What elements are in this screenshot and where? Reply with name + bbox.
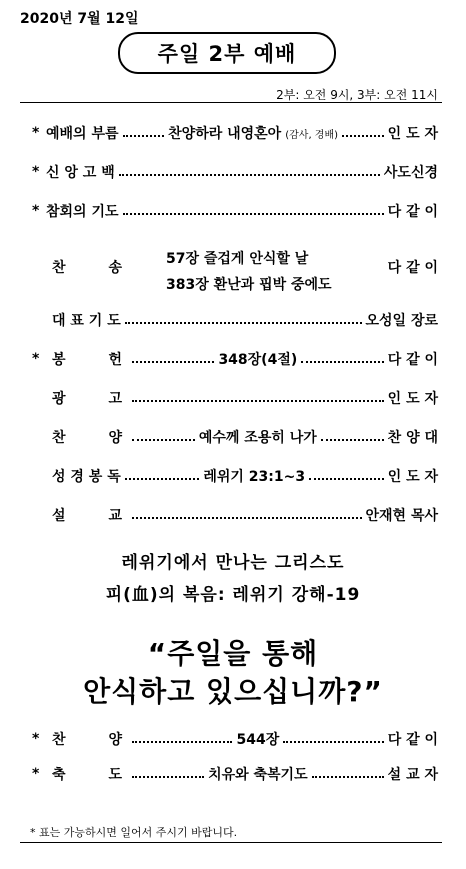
order-content-note: (감사, 경배) — [285, 129, 339, 141]
order-leader: 다 같 이 — [387, 352, 439, 368]
order-label-b: 고 — [108, 391, 122, 407]
order-content: 예수께 조용히 나가 — [198, 430, 317, 446]
order-label-b: 송 — [108, 260, 122, 276]
order-content: 치유와 축복기도 — [208, 767, 308, 783]
standing-footnote: * 표는 가능하시면 일어서 주시기 바랍니다. — [30, 826, 238, 839]
order-label-a: 봉 — [52, 352, 66, 368]
leader-dots — [132, 400, 384, 402]
hymn-list — [166, 246, 332, 298]
top-divider — [20, 102, 442, 103]
order-item-scripture — [32, 465, 438, 487]
leader-dots — [342, 135, 384, 137]
leader-dots — [283, 741, 383, 743]
leader-dots — [309, 478, 384, 480]
leader-dots — [132, 776, 204, 778]
order-label-a: 찬 — [52, 430, 66, 446]
sermon-title-line1: “주일을 통해 — [147, 637, 319, 670]
order-leader: 설 교 자 — [387, 767, 438, 783]
order-label — [46, 349, 128, 369]
service-times: 2부: 오전 9시, 3부: 오전 11시 — [276, 88, 438, 102]
leader-dots — [119, 174, 380, 176]
standing-mark: * — [32, 164, 40, 180]
order-item-call-to-worship — [32, 122, 438, 144]
order-label: 참회의 기도 — [46, 204, 119, 220]
order-item-closing-hymn — [32, 728, 438, 750]
leader-dots — [321, 439, 384, 441]
order-label — [46, 257, 128, 277]
order-leader: 사도신경 — [383, 165, 438, 181]
order-item-anthem — [32, 426, 438, 448]
service-date: 2020년 7월 12일 — [20, 11, 139, 27]
leader-dots — [132, 439, 195, 441]
order-label: 예배의 부름 — [46, 126, 119, 142]
order-leader: 다 같 이 — [387, 260, 438, 276]
order-leader: 다 같 이 — [387, 204, 438, 220]
order-leader: 인 도 자 — [387, 469, 439, 485]
service-title: 주일 2부 예배 — [118, 32, 336, 74]
order-label — [46, 505, 128, 525]
leader-dots — [132, 361, 214, 363]
leader-dots — [132, 517, 362, 519]
order-label: 성 경 봉 독 — [52, 469, 121, 485]
order-label — [46, 427, 128, 447]
hymn-line: 383장 환난과 핍박 중에도 — [166, 277, 332, 293]
leader-dots — [125, 478, 200, 480]
order-label-b: 양 — [108, 430, 122, 446]
standing-mark: * — [32, 766, 40, 782]
order-item-offering — [32, 348, 438, 370]
order-item-announcements — [32, 387, 438, 409]
leader-dots — [123, 135, 165, 137]
order-leader: 찬 양 대 — [387, 430, 438, 446]
sermon-series: 레위기에서 만나는 그리스도 — [121, 553, 345, 573]
hymn-line: 57장 즐겁게 안식할 날 — [166, 251, 309, 267]
leader-dots — [123, 213, 384, 215]
order-item-benediction — [32, 763, 438, 785]
sermon-title-line2: 안식하고 있으십니까?” — [83, 675, 383, 708]
order-label — [46, 764, 128, 784]
order-label-a: 찬 — [52, 260, 66, 276]
order-label-b: 헌 — [108, 352, 122, 368]
leader-dots — [132, 741, 232, 743]
leader-dots — [312, 776, 384, 778]
order-label: 신 앙 고 백 — [46, 165, 115, 181]
standing-mark: * — [32, 351, 40, 367]
order-label-a: 광 — [52, 391, 66, 407]
order-content: 레위기 23:1~3 — [203, 469, 306, 485]
order-content: 544장 — [236, 732, 280, 748]
leader-dots — [125, 322, 362, 324]
bottom-divider — [20, 842, 442, 843]
order-label: 대 표 기 도 — [52, 313, 121, 329]
order-label-b: 도 — [108, 767, 122, 783]
order-label — [46, 388, 128, 408]
order-content: 찬양하라 내영혼아 — [168, 126, 282, 142]
leader-dots — [301, 361, 383, 363]
order-item-confession — [32, 200, 438, 222]
order-label-a: 찬 — [52, 732, 66, 748]
order-leader: 인 도 자 — [387, 391, 438, 407]
order-label-a: 설 — [52, 508, 66, 524]
order-leader: 다 같 이 — [387, 732, 439, 748]
order-leader: 안재현 목사 — [365, 508, 438, 524]
order-item-creed — [32, 161, 438, 183]
order-item-sermon — [32, 504, 438, 526]
order-leader: 오성일 장로 — [365, 313, 438, 329]
order-label-a: 축 — [52, 767, 66, 783]
order-label — [46, 729, 128, 749]
order-label-b: 양 — [108, 732, 122, 748]
order-label-b: 교 — [108, 508, 122, 524]
order-leader: 인 도 자 — [387, 126, 438, 142]
standing-mark: * — [32, 203, 40, 219]
sermon-subtitle: 피(血)의 복음: 레위기 강해-19 — [105, 585, 361, 605]
order-item-prayer — [32, 309, 438, 331]
standing-mark: * — [32, 731, 40, 747]
standing-mark: * — [32, 125, 40, 141]
order-content: 348장(4절) — [218, 352, 298, 368]
